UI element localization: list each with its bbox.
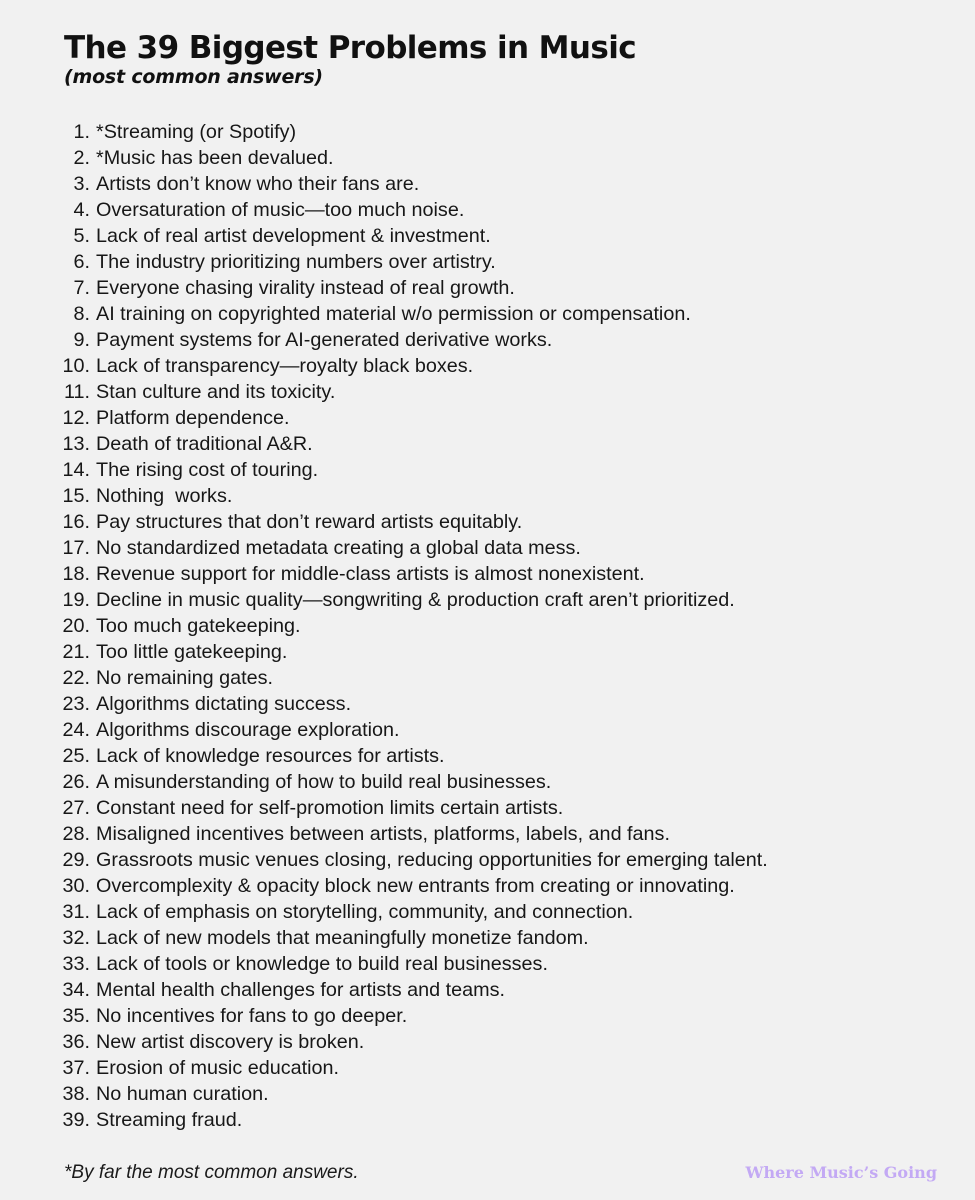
list-item-text: No incentives for fans to go deeper. xyxy=(96,1005,408,1027)
list-item-number: 31. xyxy=(62,901,90,923)
page-subtitle: (most common answers) xyxy=(64,66,323,88)
problem-list xyxy=(40,119,768,1133)
list-item xyxy=(40,561,768,587)
list-item xyxy=(40,1081,768,1107)
list-item-text: Constant need for self-promotion limits certain artists. xyxy=(96,797,564,819)
list-item xyxy=(40,951,768,977)
list-item xyxy=(40,795,768,821)
list-item xyxy=(40,977,768,1003)
list-item-number: 7. xyxy=(73,277,90,299)
list-item-text: Too little gatekeeping. xyxy=(96,641,288,663)
list-item xyxy=(40,717,768,743)
list-item xyxy=(40,379,768,405)
list-item-text: Algorithms dictating success. xyxy=(96,693,352,715)
list-item-text: Streaming fraud. xyxy=(96,1109,243,1131)
list-item xyxy=(40,743,768,769)
list-item-number: 19. xyxy=(62,589,90,611)
page-title: The 39 Biggest Problems in Music xyxy=(64,30,637,66)
list-item-number: 25. xyxy=(62,745,90,767)
list-item-number: 33. xyxy=(62,953,90,975)
list-item-text: Artists don’t know who their fans are. xyxy=(96,173,420,195)
list-item-number: 18. xyxy=(62,563,90,585)
list-item-number: 17. xyxy=(62,537,90,559)
list-item-text: Payment systems for AI-generated derivative works. xyxy=(96,329,553,351)
list-item xyxy=(40,1107,768,1133)
list-item-number: 22. xyxy=(62,667,90,689)
list-item-text: Lack of tools or knowledge to build real businesses. xyxy=(96,953,548,975)
list-item xyxy=(40,587,768,613)
list-item xyxy=(40,899,768,925)
list-item-number: 10. xyxy=(62,355,90,377)
list-item-number: 3. xyxy=(73,173,90,195)
list-item-text: A misunderstanding of how to build real businesses. xyxy=(96,771,552,793)
list-item-number: 20. xyxy=(62,615,90,637)
list-item-number: 38. xyxy=(62,1083,90,1105)
list-item xyxy=(40,847,768,873)
list-item-number: 39. xyxy=(62,1109,90,1131)
list-item xyxy=(40,925,768,951)
list-item xyxy=(40,769,768,795)
list-item-text: Everyone chasing virality instead of real growth. xyxy=(96,277,515,299)
list-item xyxy=(40,171,768,197)
list-item xyxy=(40,691,768,717)
list-item-number: 23. xyxy=(62,693,90,715)
list-item-text: No remaining gates. xyxy=(96,667,274,689)
list-item-text: Lack of transparency—royalty black boxes. xyxy=(96,355,474,377)
list-item xyxy=(40,509,768,535)
list-item-number: 15. xyxy=(62,485,90,507)
list-item xyxy=(40,535,768,561)
list-item xyxy=(40,665,768,691)
list-item-text: The rising cost of touring. xyxy=(96,459,319,481)
list-item xyxy=(40,821,768,847)
list-item xyxy=(40,1029,768,1055)
list-item-text: *Streaming (or Spotify) xyxy=(96,121,297,143)
list-item xyxy=(40,327,768,353)
list-item-number: 30. xyxy=(62,875,90,897)
list-item-number: 5. xyxy=(73,225,90,247)
list-item-number: 34. xyxy=(62,979,90,1001)
list-item-text: Platform dependence. xyxy=(96,407,290,429)
list-item xyxy=(40,1003,768,1029)
list-item-text: Lack of emphasis on storytelling, community, and connection. xyxy=(96,901,634,923)
list-item xyxy=(40,457,768,483)
list-item xyxy=(40,873,768,899)
list-item-text: Mental health challenges for artists and teams. xyxy=(96,979,506,1001)
brand-logo: Where Music’s Going xyxy=(745,1163,937,1182)
footnote: *By far the most common answers. xyxy=(64,1162,359,1183)
list-item-text: Lack of knowledge resources for artists. xyxy=(96,745,445,767)
list-item xyxy=(40,301,768,327)
list-item xyxy=(40,249,768,275)
list-item xyxy=(40,639,768,665)
list-item-number: 11. xyxy=(63,381,90,403)
list-item-text: Revenue support for middle-class artists is almost nonexistent. xyxy=(96,563,645,585)
list-item-text: Oversaturation of music—too much noise. xyxy=(96,199,465,221)
list-item-number: 1. xyxy=(73,121,90,143)
list-item-text: Stan culture and its toxicity. xyxy=(96,381,336,403)
list-item xyxy=(40,145,768,171)
list-item-text: Algorithms discourage exploration. xyxy=(96,719,400,741)
list-item-number: 6. xyxy=(73,251,90,273)
list-item-text: Decline in music quality—songwriting & production craft aren’t prioritized. xyxy=(96,589,735,611)
list-item-number: 13. xyxy=(62,433,90,455)
list-item-number: 28. xyxy=(62,823,90,845)
list-item-number: 35. xyxy=(62,1005,90,1027)
list-item-number: 4. xyxy=(73,199,90,221)
list-item xyxy=(40,431,768,457)
list-item-text: *Music has been devalued. xyxy=(96,147,334,169)
list-item-text: AI training on copyrighted material w/o permission or compensation. xyxy=(96,303,691,325)
list-item-number: 8. xyxy=(73,303,90,325)
list-item-number: 12. xyxy=(62,407,90,429)
list-item xyxy=(40,275,768,301)
list-item-text: No human curation. xyxy=(96,1083,269,1105)
list-item xyxy=(40,197,768,223)
list-item xyxy=(40,119,768,145)
list-item-number: 29. xyxy=(62,849,90,871)
list-item-number: 16. xyxy=(62,511,90,533)
list-item xyxy=(40,613,768,639)
list-item-number: 21. xyxy=(62,641,90,663)
list-item-text: Nothing works. xyxy=(96,485,233,507)
list-item xyxy=(40,1055,768,1081)
list-item-text: Misaligned incentives between artists, platforms, labels, and fans. xyxy=(96,823,670,845)
list-item-text: Too much gatekeeping. xyxy=(96,615,301,637)
list-item-number: 14. xyxy=(62,459,90,481)
list-item-text: The industry prioritizing numbers over artistry. xyxy=(96,251,496,273)
list-item-text: Overcomplexity & opacity block new entrants from creating or innovating. xyxy=(96,875,735,897)
list-item-text: Grassroots music venues closing, reducing opportunities for emerging talent. xyxy=(96,849,768,871)
list-item-number: 27. xyxy=(62,797,90,819)
list-item-text: Lack of real artist development & investment. xyxy=(96,225,491,247)
list-item-number: 32. xyxy=(62,927,90,949)
list-item xyxy=(40,353,768,379)
list-item-number: 37. xyxy=(62,1057,90,1079)
list-item-number: 24. xyxy=(62,719,90,741)
list-item-text: Erosion of music education. xyxy=(96,1057,339,1079)
list-item-number: 36. xyxy=(62,1031,90,1053)
list-item-text: Lack of new models that meaningfully monetize fandom. xyxy=(96,927,589,949)
list-item-text: Death of traditional A&R. xyxy=(96,433,313,455)
list-item xyxy=(40,405,768,431)
list-item xyxy=(40,483,768,509)
list-item-text: Pay structures that don’t reward artists equitably. xyxy=(96,511,523,533)
list-item-number: 26. xyxy=(62,771,90,793)
list-item-number: 2. xyxy=(73,147,90,169)
list-item-number: 9. xyxy=(73,329,90,351)
list-item-text: New artist discovery is broken. xyxy=(96,1031,365,1053)
list-item-text: No standardized metadata creating a global data mess. xyxy=(96,537,581,559)
list-item xyxy=(40,223,768,249)
